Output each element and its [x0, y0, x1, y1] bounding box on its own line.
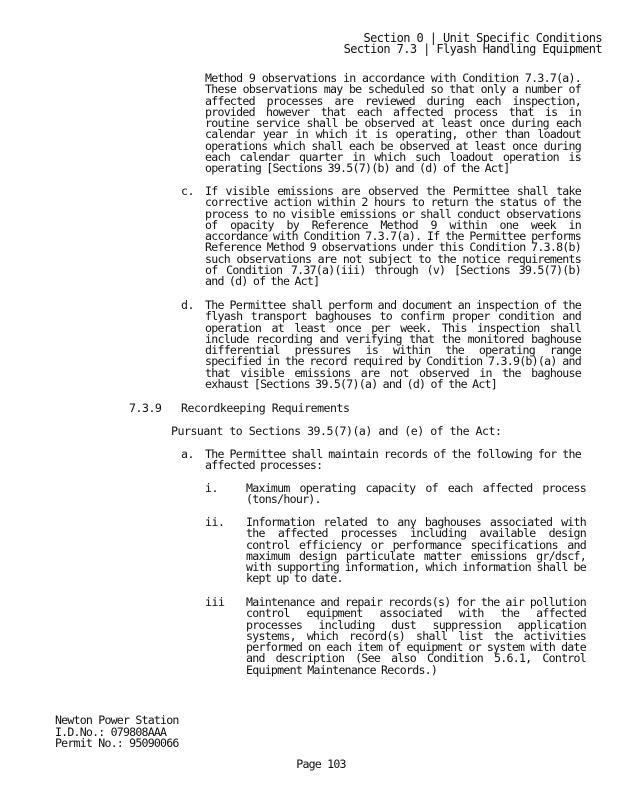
intro-paragraph: Method 9 observations in accordance with Condition 7.3.7(a). These observations may be scheduled so that only a number of affected processes are reviewed during each inspection, provided however that each affected process that is in routine service shall be observed at least once during each calendar year in which it is operating, other than loadout operations which shall each be observed at least once during each calendar quarter in which such loadout operation is operating [Sections 39.5(7)(b) and (d) of the Act]	[205, 71, 581, 176]
subitem-ii-text: Information related to any baghouses associated with the affected processes including available design control efficiency or performance specifications and maximum design particulate matter emissions gr/dscf, with supporting information, which information shall be kept up to date.	[246, 515, 586, 586]
item-d-text: The Permittee shall perform and document an inspection of the flyash transport baghouses to confirm proper condition and operation at least once per week. This inspection shall include recording and verifying that the monitored baghouse differential pressures is within the operating range specified in the record required by Condition 7.3.9(b)(a) and that visible emissions are not observed in the baghouse exhaust [Sections 39.5(7)(a) and (d) of the Act]	[205, 298, 581, 392]
subitem-i-text: Maximum operating capacity of each affected process (tons/hour).	[246, 481, 586, 507]
subitem-iii-label: iii	[205, 595, 225, 609]
section-number: 7.3.9	[129, 401, 162, 415]
footer-block	[55, 715, 179, 750]
subitem-iii-text: Maintenance and repair records(s) for the air pollution control equipment associated with the affected processes including dust suppression application systems, which record(s) shall list the activities performed on each item of equipment or system with date and description (See also Condition 5.6.1, Control Equipment Maintenance Records.)	[246, 595, 586, 677]
item-c-label: c.	[181, 184, 194, 198]
item-a-text: The Permittee shall maintain records of the following for the affected processes:	[205, 447, 581, 473]
footer-permit-number: Permit No.: 95090066	[55, 736, 179, 751]
header-subsection-title: Section 7.3 | Flyash Handling Equipment	[343, 42, 602, 56]
footer-facility: Newton Power Station	[55, 713, 179, 727]
header-section-title: Section 0 | Unit Specific Conditions	[363, 31, 602, 45]
pursuant-text: Pursuant to Sections 39.5(7)(a) and (e) of the Act:	[171, 424, 502, 438]
footer-id-number: I.D.No.: 079808AAA	[55, 724, 167, 739]
section-title: Recordkeeping Requirements	[181, 401, 350, 415]
page-number: Page 103	[296, 757, 346, 771]
subitem-ii-label: ii.	[205, 515, 225, 529]
subitem-i-label: i.	[205, 481, 218, 495]
item-a-label: a.	[181, 447, 194, 461]
item-d-label: d.	[181, 298, 194, 312]
item-c-text: If visible emissions are observed the Permittee shall take corrective action within 2 hours to return the status of the process to no visible emissions or shall conduct observations of opacity by Reference Method 9 within one week in accordance with Condition 7.3.7(a). If the Permittee performs Reference Method 9 observations under this Condition 7.3.8(b) such observations are not subject to the notice requirements of Condition 7.37(a)(iii) through (v) [Sections 39.5(7)(b) and (d) of the Act]	[205, 184, 581, 289]
